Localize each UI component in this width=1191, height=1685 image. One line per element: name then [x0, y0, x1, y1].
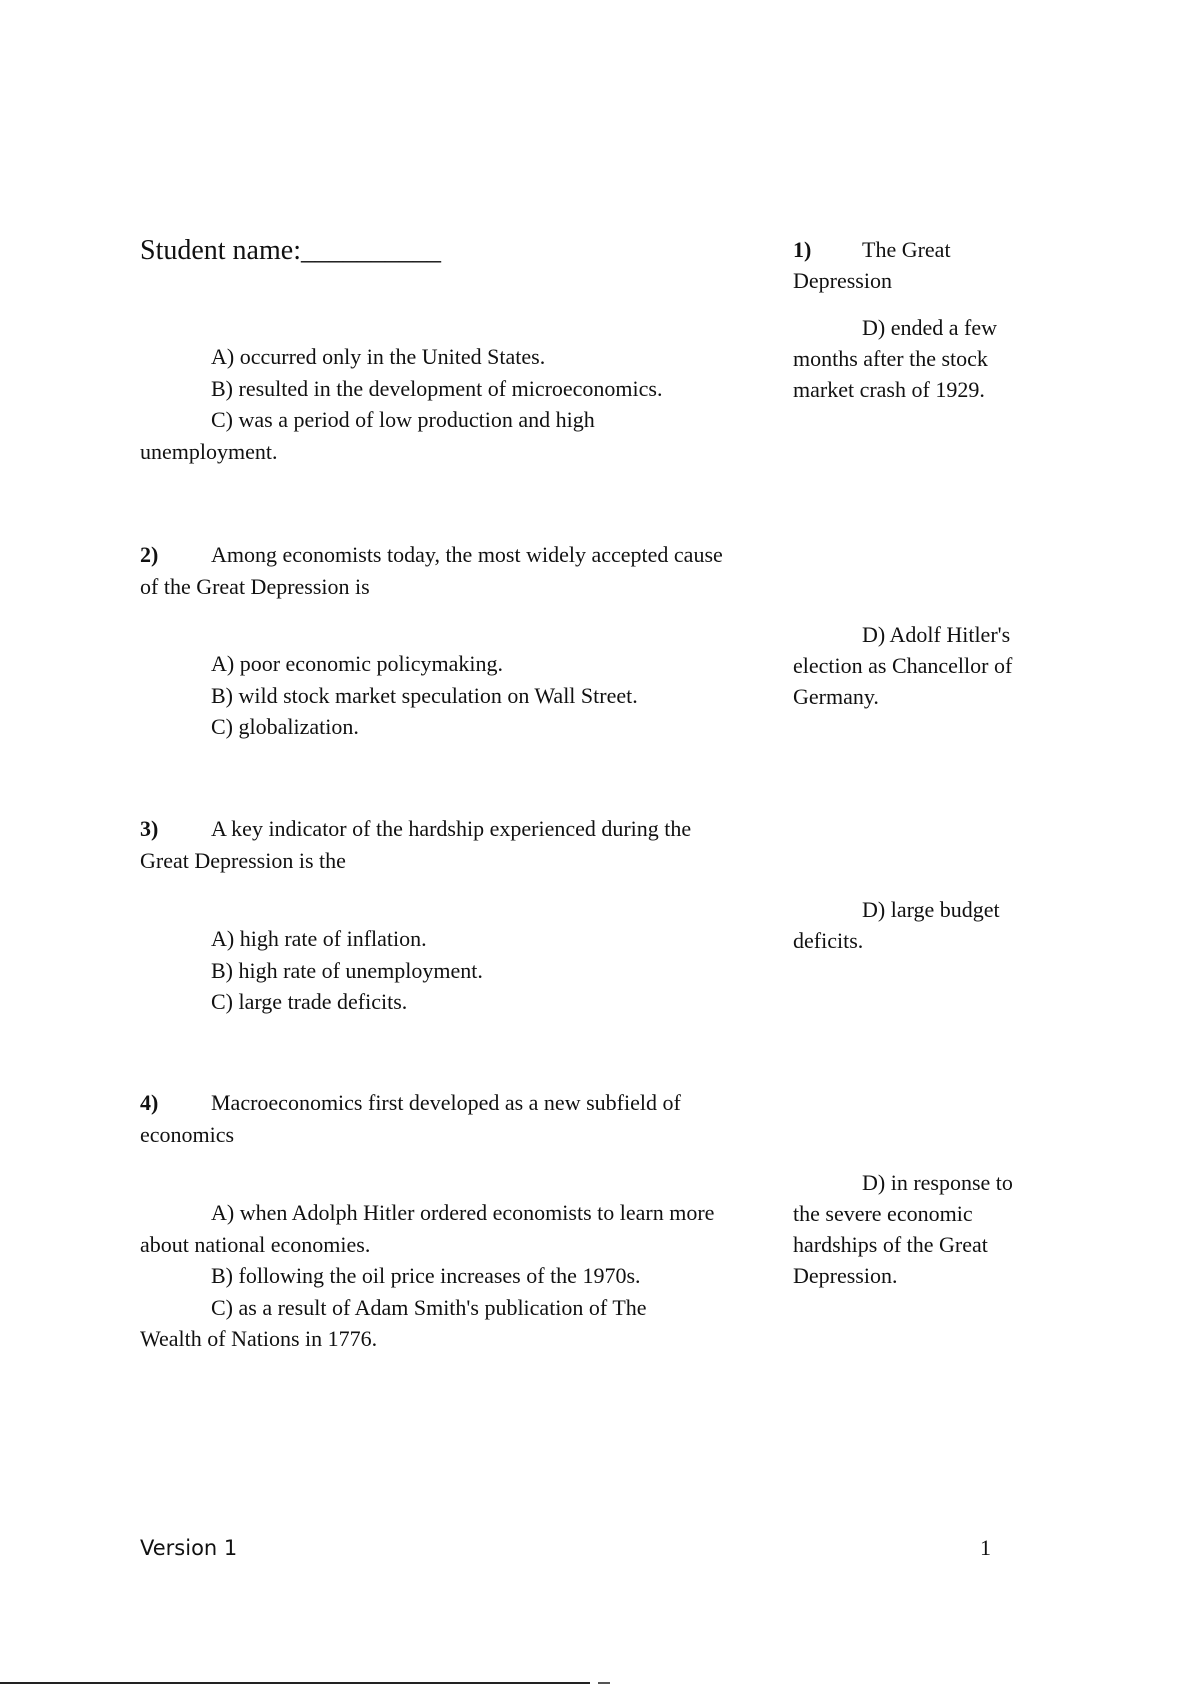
question-2-option-b[interactable]: B) wild stock market speculation on Wall Street.	[211, 682, 638, 708]
question-4-stem-block	[140, 1087, 740, 1150]
question-1-stem-block	[793, 234, 1043, 296]
question-4-number: 4)	[140, 1090, 159, 1115]
question-1-options	[140, 341, 740, 467]
student-name-label: Student name:__________	[140, 235, 441, 266]
question-3-option-d[interactable]: D) large budget deficits.	[793, 897, 1000, 953]
question-4-options	[140, 1197, 720, 1355]
question-2-option-d-block	[793, 619, 1043, 712]
question-2-stem: Among economists today, the most widely accepted cause of the Great Depression is	[140, 542, 723, 599]
question-4-option-c[interactable]: C) as a result of Adam Smith's publication of The Wealth of Nations in 1776.	[140, 1294, 647, 1351]
question-2-options	[140, 648, 740, 743]
question-4-option-a[interactable]: A) when Adolph Hitler ordered economists to learn more about national economies.	[140, 1200, 715, 1257]
question-3-option-c[interactable]: C) large trade deficits.	[211, 989, 408, 1014]
question-2-option-c[interactable]: C) globalization.	[211, 714, 359, 739]
question-2-stem-block	[140, 539, 740, 602]
question-1-option-a[interactable]: A) occurred only in the United States.	[211, 344, 546, 369]
question-2-option-a[interactable]: A) poor economic policymaking.	[211, 651, 504, 676]
footer-version: Version 1	[140, 1536, 238, 1560]
bottom-divider	[0, 1682, 590, 1684]
question-1-stem: The Great Depression	[793, 237, 951, 293]
question-4-option-b[interactable]: B) following the oil price increases of the 1970s.	[211, 1263, 641, 1288]
question-3-option-d-block	[793, 894, 1043, 956]
footer-page-number: 1	[980, 1535, 991, 1560]
question-1-option-d[interactable]: D) ended a few months after the stock market crash of 1929.	[793, 315, 997, 402]
question-3-option-b[interactable]: B) high rate of unemployment.	[211, 957, 483, 983]
question-2-option-d[interactable]: D) Adolf Hitler's election as Chancellor of Germany.	[793, 622, 1013, 709]
question-3-stem: A key indicator of the hardship experienced during the Great Depression is the	[140, 816, 692, 873]
question-2-number: 2)	[140, 542, 159, 567]
question-1-option-d-block	[793, 312, 1043, 405]
question-3-options	[140, 923, 740, 1018]
question-3-stem-block	[140, 813, 740, 876]
question-4-option-d-block	[793, 1167, 1043, 1291]
question-1-option-c[interactable]: C) was a period of low production and high unemployment.	[140, 407, 595, 464]
question-4-stem: Macroeconomics first developed as a new subfield of economics	[140, 1090, 681, 1147]
bottom-divider-tick	[598, 1682, 610, 1684]
question-1-number: 1)	[793, 237, 812, 262]
question-4-option-d[interactable]: D) in response to the severe economic hardships of the Great Depression.	[793, 1170, 1013, 1288]
question-3-number: 3)	[140, 816, 159, 841]
question-1-option-b[interactable]: B) resulted in the development of microeconomics.	[211, 375, 663, 401]
question-3-option-a[interactable]: A) high rate of inflation.	[211, 926, 427, 951]
